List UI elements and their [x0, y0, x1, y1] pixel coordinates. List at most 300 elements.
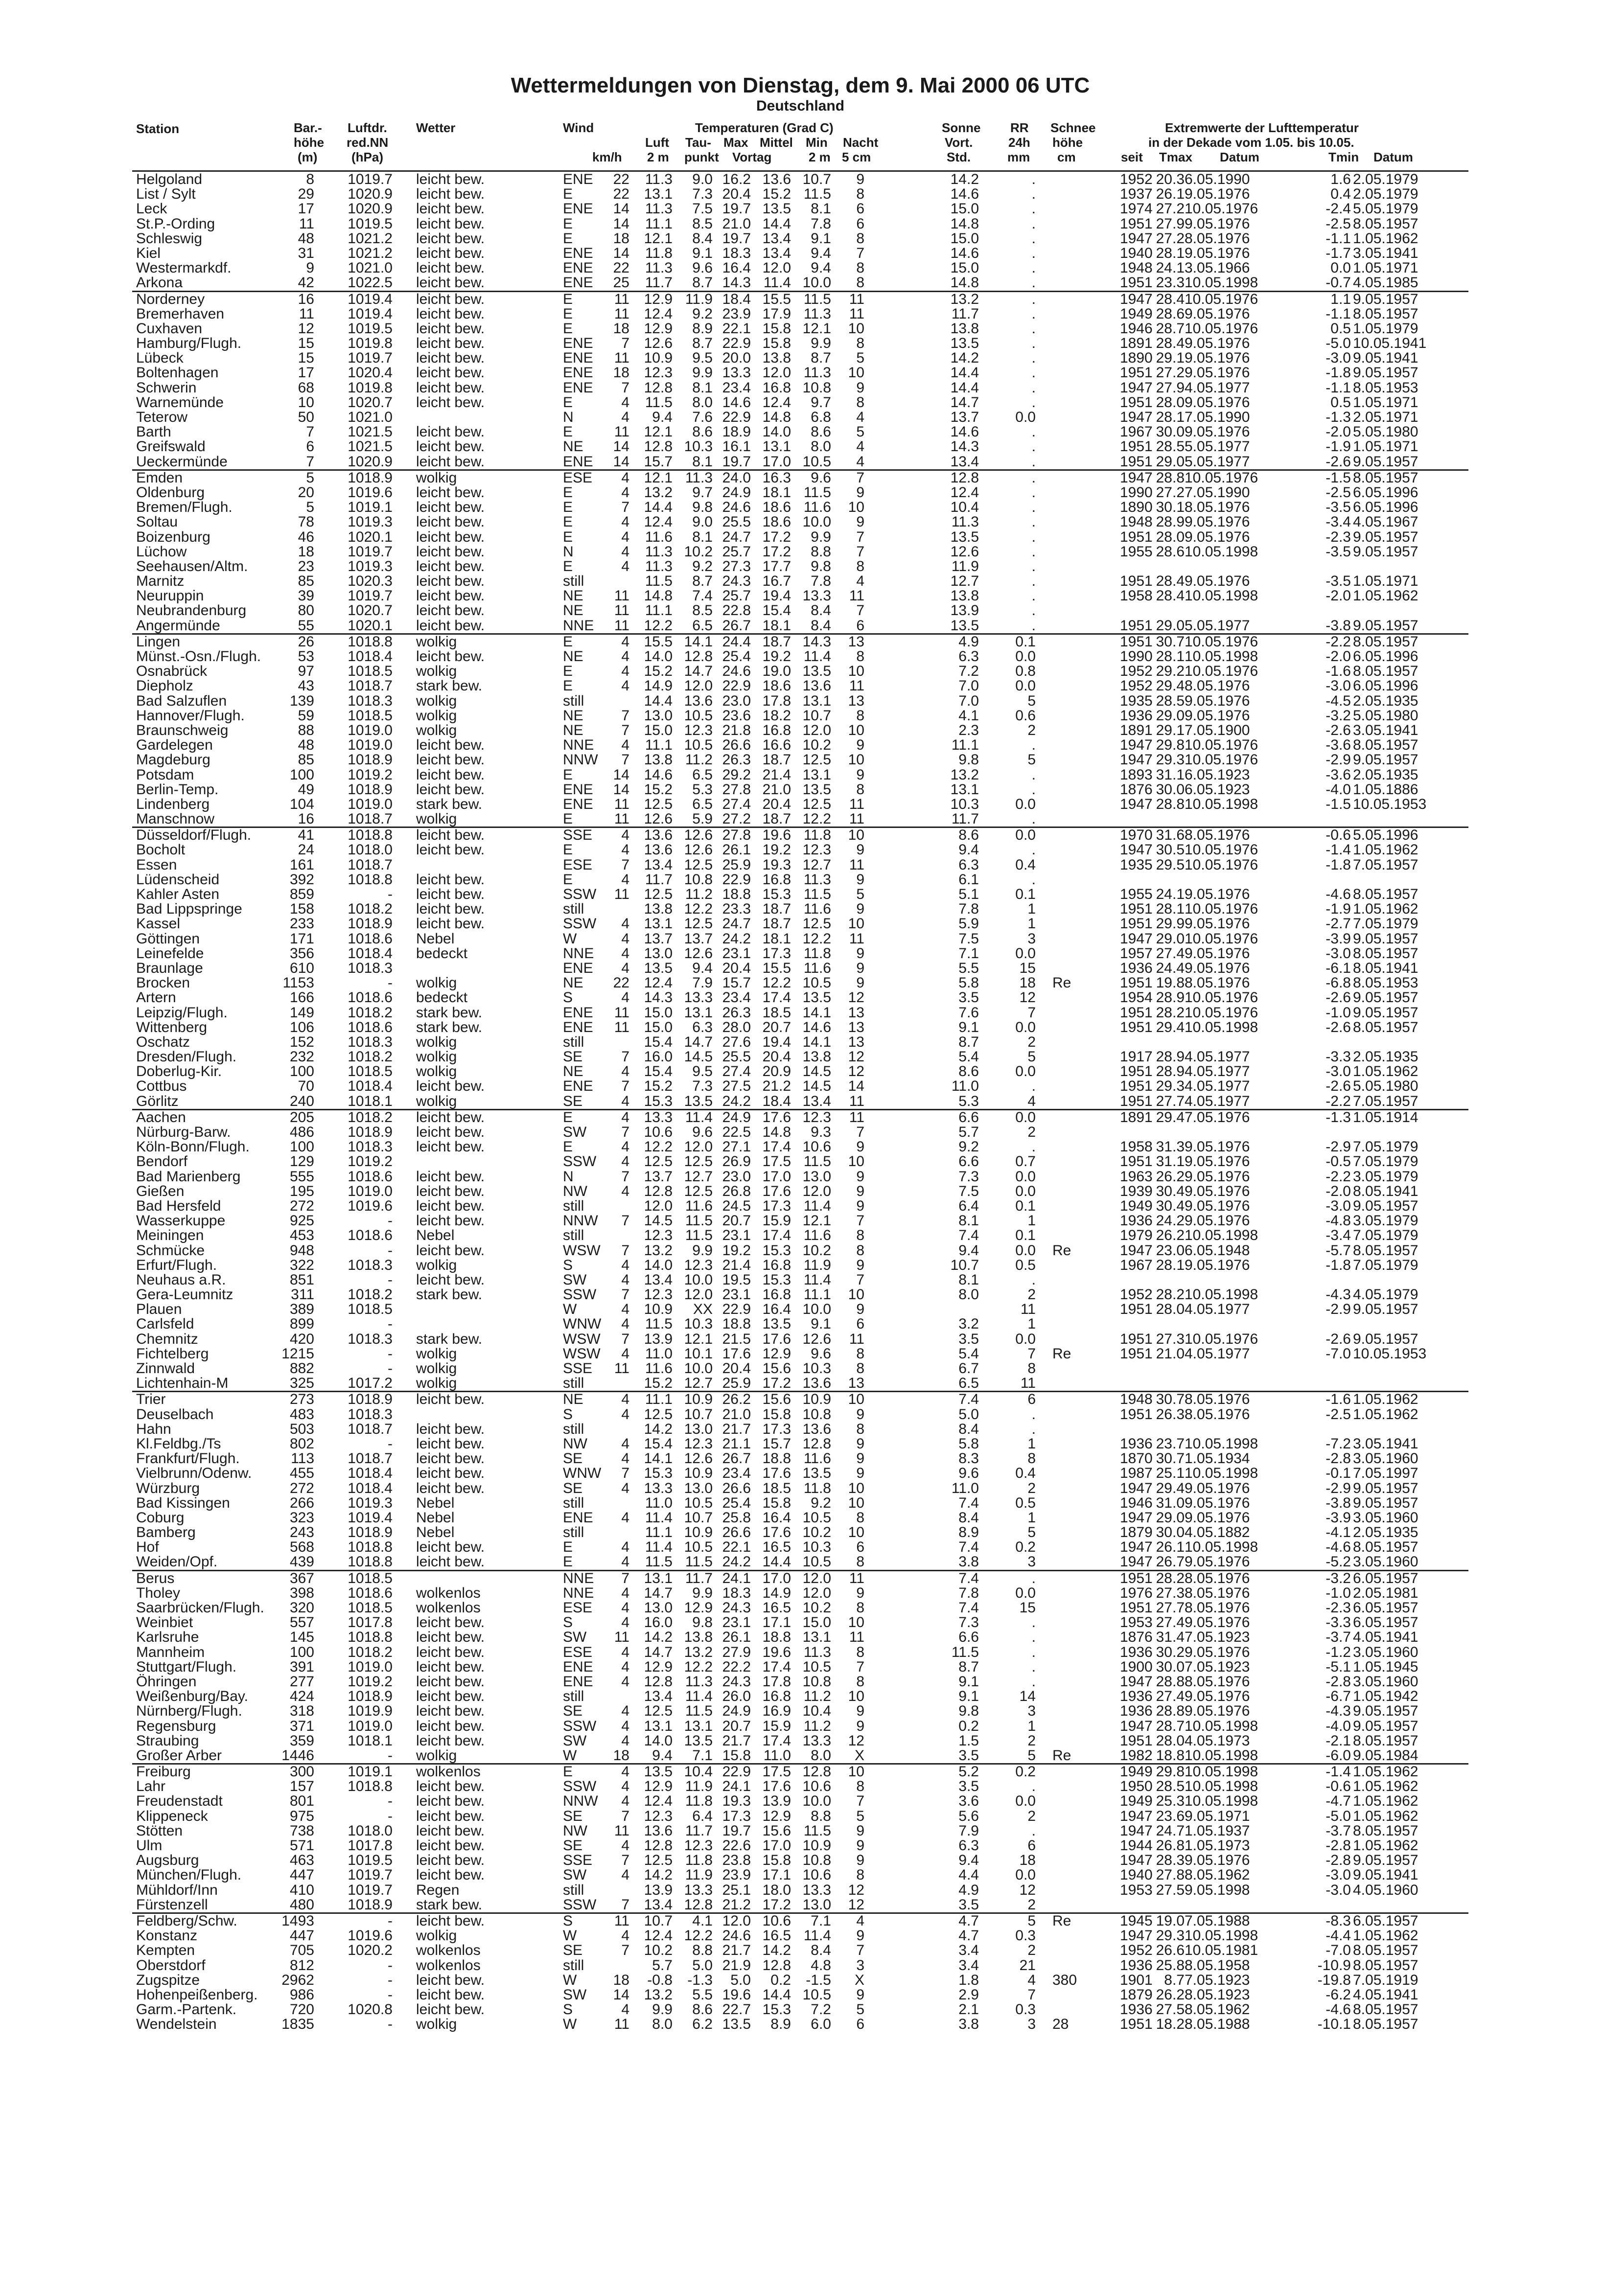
cell-sunshine: 1.5	[958, 1732, 979, 1749]
cell-wind-speed: 4	[621, 916, 629, 932]
cell-tmax: 28.2	[1156, 1570, 1185, 1586]
cell-temp-night: 9	[856, 975, 864, 991]
cell-station: Chemnitz	[136, 1331, 198, 1347]
table-row	[132, 202, 1468, 216]
cell-wind-dir: NE	[563, 602, 583, 619]
cell-wind-dir: ENE	[563, 275, 593, 291]
cell-temp-air: 13.2	[644, 1242, 673, 1259]
cell-sunshine: 6.5	[958, 1375, 979, 1392]
cell-temp-min: 10.8	[802, 1852, 831, 1869]
cell-temp-mean: 17.8	[762, 692, 791, 709]
cell-precip: 0.6	[1015, 707, 1036, 724]
cell-tmin-date: 7.05.1979	[1353, 916, 1419, 932]
cell-station: Kempten	[136, 1942, 195, 1959]
cell-temp-night: 8	[856, 558, 864, 574]
cell-temp-air: 14.2	[644, 1421, 673, 1437]
table-row	[132, 946, 1468, 961]
cell-temp-mean: 19.6	[762, 827, 791, 844]
cell-temp-max: 17.3	[722, 1808, 751, 1824]
cell-station: Norderney	[136, 291, 205, 307]
cell-wind-speed: 14	[613, 201, 629, 217]
cell-temp-min: 10.0	[802, 275, 831, 291]
cell-sunshine: 7.3	[958, 1168, 979, 1185]
cell-wind-speed: 4	[621, 1703, 629, 1720]
cell-temp-night: 7	[856, 1793, 864, 1810]
cell-temp-mean: 17.2	[762, 543, 791, 560]
cell-snow: 28	[1052, 2016, 1069, 2033]
cell-temp-min: 11.4	[803, 1271, 831, 1288]
cell-pressure: 1018.1	[348, 1732, 393, 1749]
cell-sunshine: 4.1	[958, 707, 979, 724]
cell-tmax: 29.0	[1156, 617, 1185, 634]
cell-weather: leicht bew.	[416, 617, 485, 634]
cell-pressure: -	[388, 1360, 393, 1377]
cell-since: 1890	[1120, 350, 1153, 367]
cell-pressure: 1018.9	[348, 916, 393, 932]
cell-precip: 0.0	[1015, 1331, 1036, 1347]
cell-tmin-date: 5.05.1979	[1353, 201, 1419, 217]
cell-wind-dir: E	[563, 871, 573, 888]
cell-precip: 0.0	[1015, 1109, 1036, 1125]
cell-weather: leicht bew.	[416, 1391, 485, 1408]
cell-bar-height: 272	[289, 1480, 314, 1496]
cell-pressure: -	[388, 1345, 393, 1362]
cell-pressure: 1018.4	[348, 1078, 393, 1095]
cell-temp-max: 18.3	[722, 1584, 751, 1601]
cell-temp-min: 10.8	[802, 379, 831, 396]
cell-temp-min: 13.8	[802, 1049, 831, 1065]
cell-dew-point: 9.9	[692, 1242, 713, 1259]
cell-temp-night: 7	[856, 1271, 864, 1288]
cell-bar-height: 371	[289, 1718, 314, 1734]
cell-wind-dir: SSE	[563, 1360, 593, 1377]
cell-temp-max: 15.7	[722, 975, 751, 991]
cell-station: Osnabrück	[136, 663, 208, 680]
cell-temp-max: 23.4	[722, 379, 751, 396]
cell-temp-night: 9	[856, 1822, 864, 1839]
cell-wind-speed: 7	[621, 1896, 629, 1913]
cell-sunshine: 4.7	[958, 1912, 979, 1929]
cell-station: Essen	[136, 856, 177, 873]
cell-temp-mean: 12.0	[762, 260, 791, 276]
cell-tmin-date: 6.05.1957	[1353, 1614, 1419, 1631]
col-kmh: km/h	[592, 150, 622, 164]
cell-tmax: 28.4	[1156, 335, 1185, 352]
cell-temp-min: 11.8	[803, 827, 831, 844]
cell-since: 1951	[1120, 1063, 1153, 1080]
cell-station: Lübeck	[136, 350, 184, 367]
cell-temp-max: 16.2	[722, 171, 751, 187]
cell-station: Bremen/Flugh.	[136, 499, 233, 516]
cell-since: 1947	[1120, 1480, 1153, 1496]
cell-temp-max: 26.2	[722, 1391, 751, 1408]
cell-wind-dir: E	[563, 811, 573, 827]
table-row	[132, 1317, 1468, 1332]
cell-temp-mean: 18.6	[762, 678, 791, 694]
cell-weather: leicht bew.	[416, 648, 485, 665]
cell-tmax: 27.2	[1156, 365, 1185, 381]
cell-temp-max: 20.7	[722, 1213, 751, 1229]
cell-bar-height: 24	[298, 842, 314, 858]
cell-wind-dir: NNW	[563, 1213, 598, 1229]
cell-station: Klippeneck	[136, 1808, 208, 1824]
cell-tmax-date: 9.05.1976	[1185, 1257, 1250, 1273]
cell-tmin: -1.9	[1326, 901, 1351, 918]
cell-weather: leicht bew.	[416, 1644, 485, 1660]
cell-bar-height: 925	[289, 1213, 314, 1229]
table-row	[132, 1704, 1468, 1719]
cell-precip: 1	[1027, 1435, 1036, 1452]
cell-temp-night: 13	[848, 1033, 864, 1050]
cell-tmin: 1.1	[1330, 291, 1351, 307]
cell-station: Köln-Bonn/Flugh.	[136, 1139, 250, 1155]
cell-precip: 2	[1027, 1480, 1036, 1496]
cell-weather: leicht bew.	[416, 484, 485, 501]
cell-temp-min: 8.8	[811, 543, 831, 560]
cell-weather: leicht bew.	[416, 1837, 485, 1854]
cell-temp-max: 24.6	[722, 1928, 751, 1944]
cell-wind-dir: still	[563, 1421, 584, 1437]
cell-temp-max: 22.9	[722, 409, 751, 425]
cell-temp-air: 10.6	[644, 1124, 673, 1140]
cell-temp-mean: 17.0	[762, 453, 791, 470]
cell-tmin: -0.6	[1326, 827, 1351, 844]
cell-sunshine: 7.3	[958, 1614, 979, 1631]
cell-precip: .	[1031, 350, 1036, 367]
cell-since: 1879	[1120, 1986, 1153, 2003]
table-row	[132, 1779, 1468, 1794]
cell-tmax: 28.1	[1156, 1257, 1185, 1273]
cell-pressure: -	[388, 1957, 393, 1974]
table-row	[132, 976, 1468, 990]
cell-temp-air: 14.5	[644, 1213, 673, 1229]
cell-tmin: -3.6	[1326, 737, 1351, 754]
cell-temp-mean: 12.0	[762, 365, 791, 381]
cell-tmin-date: 8.05.1941	[1353, 1183, 1419, 1199]
cell-tmin-date: 1.05.1914	[1353, 1109, 1419, 1125]
cell-temp-air: 12.9	[644, 320, 673, 337]
cell-temp-night: 13	[848, 1019, 864, 1035]
cell-temp-max: 26.6	[722, 1524, 751, 1541]
cell-tmin: -4.6	[1326, 1539, 1351, 1556]
cell-temp-air: 15.3	[644, 1465, 673, 1482]
cell-temp-min: 8.0	[811, 1747, 831, 1764]
cell-dew-point: 12.1	[684, 1331, 713, 1347]
cell-pressure: 1019.8	[348, 335, 393, 352]
cell-tmin-date: 7.05.1957	[1353, 1093, 1419, 1109]
table-row	[132, 381, 1468, 395]
cell-since: 1951	[1120, 573, 1153, 590]
cell-tmin-date: 1.05.1962	[1353, 1837, 1419, 1854]
cell-temp-mean: 17.1	[762, 1614, 791, 1631]
cell-wind-dir: E	[563, 678, 573, 694]
cell-bar-height: 720	[289, 2001, 314, 2018]
cell-temp-max: 17.6	[722, 1345, 751, 1362]
cell-precip: 5	[1027, 1524, 1036, 1541]
cell-bar-height: 55	[298, 617, 314, 634]
cell-temp-air: 12.3	[644, 1808, 673, 1824]
cell-temp-mean: 15.2	[762, 186, 791, 203]
cell-tmin-date: 9.05.1957	[1353, 528, 1419, 545]
cell-temp-night: 8	[856, 1227, 864, 1244]
cell-temp-air: 15.5	[644, 633, 673, 650]
cell-temp-night: 9	[856, 1928, 864, 1944]
cell-station: Fichtelberg	[136, 1345, 209, 1362]
cell-temp-min: 11.4	[803, 648, 831, 665]
cell-tmin-date: 1.05.1962	[1353, 1406, 1419, 1423]
cell-wind-dir: NE	[563, 1063, 583, 1080]
cell-precip: 0.0	[1015, 1793, 1036, 1810]
cell-temp-air: 13.9	[644, 1331, 673, 1347]
cell-precip: 0.0	[1015, 1019, 1036, 1035]
cell-sunshine: 13.7	[950, 409, 979, 425]
cell-temp-night: 10	[848, 1524, 864, 1541]
cell-temp-night: X	[854, 1747, 864, 1764]
cell-weather: Nebel	[416, 1509, 455, 1526]
cell-temp-air: 13.0	[644, 707, 673, 724]
cell-pressure: -	[388, 1271, 393, 1288]
cell-tmin-date: 6.05.1957	[1353, 1600, 1419, 1616]
cell-sunshine: 4.9	[958, 1882, 979, 1898]
cell-temp-night: 14	[848, 1078, 864, 1095]
cell-dew-point: 7.9	[692, 975, 713, 991]
cell-wind-speed: 4	[621, 930, 629, 947]
cell-pressure: 1018.8	[348, 1778, 393, 1795]
cell-temp-max: 26.6	[722, 1480, 751, 1496]
cell-weather: leicht bew.	[416, 901, 485, 918]
cell-wind-dir: E	[563, 1539, 573, 1556]
cell-temp-air: 13.4	[644, 1688, 673, 1705]
cell-tmax-date: 10.05.1976	[1185, 856, 1258, 873]
cell-wind-speed: 14	[613, 781, 629, 798]
cell-tmin-date: 9.05.1957	[1353, 1718, 1419, 1734]
cell-wind-dir: NE	[563, 722, 583, 738]
cell-tmin: -3.8	[1326, 1494, 1351, 1511]
cell-tmax-date: 4.05.1977	[1185, 1345, 1250, 1362]
cell-precip: 15	[1019, 960, 1036, 976]
cell-temp-max: 22.9	[722, 335, 751, 352]
cell-station: Berlin-Temp.	[136, 781, 219, 798]
cell-station: Neuruppin	[136, 588, 204, 604]
cell-tmax-date: 7.05.1990	[1185, 409, 1250, 425]
cell-tmax: 31.6	[1156, 827, 1185, 844]
cell-tmax: 26.2	[1156, 1986, 1185, 2003]
cell-tmax: 30.0	[1156, 1658, 1185, 1675]
table-row	[132, 410, 1468, 425]
table-row	[132, 425, 1468, 439]
cell-since: 1947	[1120, 930, 1153, 947]
table-row	[132, 366, 1468, 380]
cell-temp-air: 12.1	[644, 469, 673, 486]
cell-tmax-date: 10.05.1976	[1185, 291, 1258, 307]
cell-sunshine: 0.2	[958, 1718, 979, 1734]
cell-tmax-date: 9.05.1976	[1185, 707, 1250, 724]
cell-wind-speed: 4	[621, 1345, 629, 1362]
cell-temp-air: 13.1	[644, 186, 673, 203]
table-row	[132, 872, 1468, 887]
cell-bar-height: 11	[299, 305, 314, 322]
cell-pressure: 1019.2	[348, 766, 393, 783]
cell-pressure: 1018.5	[348, 707, 393, 724]
cell-temp-mean: 12.9	[762, 1808, 791, 1824]
cell-tmax: 29.1	[1156, 722, 1185, 738]
cell-wind-dir: ENE	[563, 379, 593, 396]
cell-pressure: -	[388, 1213, 393, 1229]
cell-tmax: 27.2	[1156, 484, 1185, 501]
cell-temp-min: 10.3	[802, 1539, 831, 1556]
cell-tmax: 29.2	[1156, 663, 1185, 680]
cell-temp-max: 22.5	[722, 1124, 751, 1140]
cell-weather: wolkig	[416, 633, 457, 650]
cell-temp-min: 10.0	[802, 1793, 831, 1810]
table-row	[132, 1794, 1468, 1809]
cell-station: Teterow	[136, 409, 188, 425]
cell-tmin-date: 9.05.1957	[1353, 1852, 1419, 1869]
cell-temp-night: 13	[848, 633, 864, 650]
cell-temp-max: 27.1	[722, 1139, 751, 1155]
cell-dew-point: 12.6	[684, 1450, 713, 1467]
cell-wind-dir: E	[563, 1554, 573, 1570]
cell-station: Meiningen	[136, 1227, 204, 1244]
cell-since: 1947	[1120, 1718, 1153, 1734]
cell-tmin: -4.4	[1326, 1928, 1351, 1944]
table-row	[132, 1838, 1468, 1853]
table-row	[132, 723, 1468, 738]
cell-temp-max: 22.9	[722, 678, 751, 694]
table-row	[132, 990, 1468, 1005]
cell-pressure: 1019.0	[348, 737, 393, 754]
cell-sunshine: 8.1	[958, 1271, 979, 1288]
cell-station: Potsdam	[136, 766, 194, 783]
cell-temp-mean: 18.7	[762, 811, 791, 827]
col-datum-1: Datum	[1220, 150, 1259, 164]
cell-tmax: 30.4	[1156, 1197, 1185, 1214]
cell-since: 1937	[1120, 186, 1153, 203]
cell-temp-mean: 19.3	[762, 856, 791, 873]
cell-wind-dir: W	[563, 1972, 577, 1988]
table-row	[132, 1675, 1468, 1689]
cell-wind-dir: SE	[563, 1703, 583, 1720]
cell-wind-speed: 4	[621, 960, 629, 976]
cell-temp-mean: 18.5	[762, 1004, 791, 1021]
cell-wind-dir: E	[563, 1109, 573, 1125]
cell-wind-speed: 4	[621, 1867, 629, 1883]
cell-dew-point: 6.5	[692, 766, 713, 783]
cell-temp-night: 4	[856, 1912, 864, 1929]
cell-sunshine: 3.5	[958, 1747, 979, 1764]
cell-precip: 3	[1027, 1703, 1036, 1720]
cell-tmin-date: 8.05.1957	[1353, 945, 1419, 962]
col-wetter: Wetter	[416, 120, 456, 135]
cell-tmax: 28.6	[1156, 543, 1185, 560]
cell-bar-height: 882	[289, 1360, 314, 1377]
cell-temp-air: 12.5	[644, 1703, 673, 1720]
cell-temp-min: 13.5	[802, 1465, 831, 1482]
table-row	[132, 1481, 1468, 1496]
cell-station: Gardelegen	[136, 737, 213, 754]
cell-wind-dir: ENE	[563, 350, 593, 367]
cell-temp-mean: 20.4	[762, 1049, 791, 1065]
cell-precip: 4	[1027, 1972, 1036, 1988]
cell-tmin: -0.6	[1326, 1778, 1351, 1795]
cell-tmax: 29.0	[1156, 1509, 1185, 1526]
cell-temp-air: 12.9	[644, 291, 673, 307]
cell-sunshine: 7.6	[958, 1004, 979, 1021]
cell-temp-air: 14.1	[644, 1450, 673, 1467]
cell-precip: .	[1031, 379, 1036, 396]
cell-temp-min: 13.3	[802, 588, 831, 604]
cell-dew-point: 11.5	[685, 1213, 713, 1229]
cell-weather: leicht bew.	[416, 215, 485, 232]
cell-bar-height: 2962	[281, 1972, 314, 1988]
cell-temp-max: 19.6	[722, 1986, 751, 2003]
cell-station: Leck	[136, 201, 167, 217]
cell-tmin: -3.5	[1326, 543, 1351, 560]
cell-wind-dir: W	[563, 2016, 577, 2033]
cell-temp-night: 9	[856, 1584, 864, 1601]
cell-temp-min: 10.5	[802, 1658, 831, 1675]
cell-temp-air: 13.4	[644, 856, 673, 873]
cell-station: Bocholt	[136, 842, 186, 858]
cell-wind-speed: 7	[621, 1286, 629, 1303]
cell-weather: wolkig	[416, 811, 457, 827]
cell-tmax-date: 9.05.1971	[1185, 1808, 1250, 1824]
cell-dew-point: 9.0	[692, 171, 713, 187]
cell-temp-air: 13.7	[644, 1168, 673, 1185]
cell-station: Düsseldorf/Flugh.	[136, 827, 252, 844]
cell-temp-max: 26.7	[722, 1450, 751, 1467]
cell-tmax-date: 9.05.1976	[1185, 1480, 1250, 1496]
cell-weather: stark bew.	[416, 1896, 483, 1913]
cell-weather: leicht bew.	[416, 275, 485, 291]
cell-sunshine: 15.0	[950, 201, 979, 217]
cell-weather: leicht bew.	[416, 379, 485, 396]
cell-tmin-date: 1.05.1962	[1353, 1063, 1419, 1080]
cell-tmin: -3.0	[1326, 678, 1351, 694]
cell-precip: 11	[1020, 1301, 1036, 1318]
cell-pressure: 1018.0	[348, 1822, 393, 1839]
cell-wind-speed: 22	[613, 171, 629, 187]
cell-station: Weinbiet	[136, 1614, 193, 1631]
col-mittel: Mittel	[760, 135, 793, 150]
cell-dew-point: 8.5	[692, 215, 713, 232]
cell-tmax-date: 9.05.1976	[1185, 1153, 1250, 1170]
table-row	[132, 1437, 1468, 1451]
cell-precip: 2	[1027, 1286, 1036, 1303]
cell-temp-night: 8	[856, 1644, 864, 1660]
cell-wind-dir: E	[563, 305, 573, 322]
cell-sunshine: 13.8	[950, 320, 979, 337]
cell-tmin: -2.0	[1326, 588, 1351, 604]
cell-pressure: 1018.3	[348, 1331, 393, 1347]
cell-wind-speed: 11	[614, 291, 629, 307]
cell-temp-min: 10.5	[802, 453, 831, 470]
cell-station: Braunlage	[136, 960, 203, 976]
cell-wind-speed: 18	[613, 320, 629, 337]
cell-precip: 21	[1019, 1957, 1036, 1974]
cell-dew-point: 5.9	[692, 811, 713, 827]
cell-precip: 12	[1019, 989, 1036, 1006]
cell-sunshine: 9.6	[958, 1465, 979, 1482]
cell-precip: 0.4	[1015, 856, 1036, 873]
cell-precip: 0.2	[1015, 1764, 1036, 1780]
cell-weather: wolkig	[416, 1747, 457, 1764]
cell-temp-max: 26.0	[722, 1688, 751, 1705]
cell-tmin: -1.8	[1326, 1257, 1351, 1273]
cell-tmax: 21.0	[1156, 1345, 1185, 1362]
cell-dew-point: 10.7	[684, 1406, 713, 1423]
cell-since: 1974	[1120, 201, 1153, 217]
